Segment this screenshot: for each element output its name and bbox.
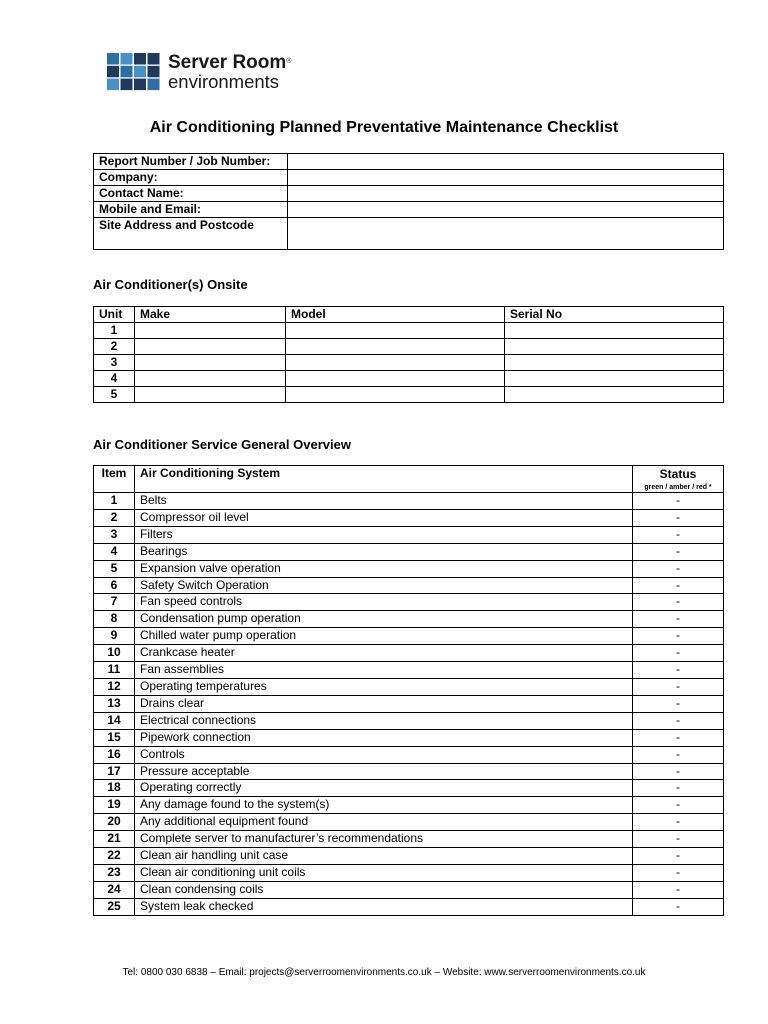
service-item-number: 15: [94, 729, 135, 746]
service-status-field[interactable]: -: [633, 780, 724, 797]
service-row: [94, 780, 724, 797]
service-status-field[interactable]: -: [633, 662, 724, 679]
service-item-description: Clean condensing coils: [135, 881, 633, 898]
status-label: Status: [659, 467, 697, 481]
service-status-field[interactable]: -: [633, 594, 724, 611]
service-row: [94, 645, 724, 662]
service-row: [94, 746, 724, 763]
service-item-description: Belts: [135, 493, 633, 510]
unit-model-field[interactable]: [286, 323, 505, 339]
units-col-header: Model: [286, 307, 505, 323]
service-row: [94, 594, 724, 611]
info-label: Mobile and Email:: [94, 202, 288, 218]
service-row: [94, 881, 724, 898]
page-title: Air Conditioning Planned Preventative Maintenance Checklist: [149, 119, 619, 136]
info-row: [94, 202, 724, 218]
info-label: Site Address and Postcode: [94, 218, 288, 250]
service-item-description: Fan speed controls: [135, 594, 633, 611]
service-status-field[interactable]: -: [633, 797, 724, 814]
service-row: [94, 814, 724, 831]
service-item-number: 5: [94, 560, 135, 577]
service-item-number: 10: [94, 645, 135, 662]
service-item-number: 1: [94, 493, 135, 510]
logo-square: [148, 53, 160, 65]
service-item-description: Any additional equipment found: [135, 814, 633, 831]
service-row: [94, 712, 724, 729]
service-item-description: Expansion valve operation: [135, 560, 633, 577]
onsite-heading: Air Conditioner(s) Onsite: [93, 277, 248, 292]
service-item-number: 18: [94, 780, 135, 797]
logo-grid-icon: [107, 53, 162, 91]
logo-square: [148, 79, 160, 91]
service-item-number: 9: [94, 628, 135, 645]
service-status-field[interactable]: -: [633, 848, 724, 865]
service-overview-table: [93, 465, 724, 916]
unit-serial-field[interactable]: [505, 323, 724, 339]
unit-number: 5: [94, 387, 135, 403]
logo-square: [107, 66, 119, 78]
service-item-number: 2: [94, 509, 135, 526]
service-item-description: Filters: [135, 526, 633, 543]
service-row: [94, 611, 724, 628]
logo-square: [107, 79, 119, 91]
service-row: [94, 493, 724, 510]
units-col-header: Serial No: [505, 307, 724, 323]
unit-serial-field[interactable]: [505, 387, 724, 403]
registered-mark: ®: [286, 58, 292, 65]
service-item-number: 4: [94, 543, 135, 560]
service-status-field[interactable]: -: [633, 526, 724, 543]
unit-make-field[interactable]: [135, 355, 286, 371]
logo-square: [121, 53, 133, 65]
service-row: [94, 898, 724, 915]
logo-square: [107, 53, 119, 65]
unit-number: 2: [94, 339, 135, 355]
service-status-field[interactable]: -: [633, 712, 724, 729]
service-row: [94, 543, 724, 560]
service-item-description: Complete server to manufacturer’s recommendations: [135, 831, 633, 848]
service-status-field[interactable]: -: [633, 763, 724, 780]
col-header-item: Item: [94, 466, 135, 493]
service-item-description: Safety Switch Operation: [135, 577, 633, 594]
unit-row: [94, 339, 724, 355]
service-row: [94, 577, 724, 594]
info-row: [94, 170, 724, 186]
info-label: Contact Name:: [94, 186, 288, 202]
service-row: [94, 509, 724, 526]
unit-serial-field[interactable]: [505, 355, 724, 371]
logo-square: [121, 79, 133, 91]
col-header-system: Air Conditioning System: [135, 466, 633, 493]
service-item-description: Controls: [135, 746, 633, 763]
info-value-field[interactable]: [288, 202, 724, 218]
service-item-description: Pressure acceptable: [135, 763, 633, 780]
unit-make-field[interactable]: [135, 371, 286, 387]
service-item-number: 16: [94, 746, 135, 763]
service-row: [94, 695, 724, 712]
unit-number: 1: [94, 323, 135, 339]
service-item-number: 3: [94, 526, 135, 543]
service-item-number: 24: [94, 881, 135, 898]
unit-serial-field[interactable]: [505, 371, 724, 387]
service-status-field[interactable]: -: [633, 746, 724, 763]
unit-row: [94, 371, 724, 387]
service-item-description: System leak checked: [135, 898, 633, 915]
logo-square: [121, 66, 133, 78]
info-value-field[interactable]: [288, 154, 724, 170]
unit-row: [94, 323, 724, 339]
logo-name-line2: environments: [168, 71, 280, 92]
service-status-field[interactable]: -: [633, 831, 724, 848]
service-item-description: Operating temperatures: [135, 678, 633, 695]
service-status-field[interactable]: -: [633, 729, 724, 746]
units-col-header: Make: [135, 307, 286, 323]
unit-make-field[interactable]: [135, 339, 286, 355]
info-value-field[interactable]: [288, 186, 724, 202]
service-row: [94, 831, 724, 848]
service-item-number: 14: [94, 712, 135, 729]
unit-row: [94, 387, 724, 403]
service-item-number: 8: [94, 611, 135, 628]
info-value-field[interactable]: [288, 170, 724, 186]
service-status-field[interactable]: -: [633, 577, 724, 594]
service-item-number: 6: [94, 577, 135, 594]
unit-make-field[interactable]: [135, 387, 286, 403]
status-legend: green / amber / red *: [644, 484, 712, 491]
service-row: [94, 526, 724, 543]
info-row: [94, 218, 724, 250]
service-row: [94, 797, 724, 814]
service-item-description: Any damage found to the system(s): [135, 797, 633, 814]
service-item-number: 23: [94, 864, 135, 881]
info-label: Company:: [94, 170, 288, 186]
info-row: [94, 186, 724, 202]
logo-square: [134, 66, 146, 78]
service-item-description: Clean air handling unit case: [135, 848, 633, 865]
service-item-description: Bearings: [135, 543, 633, 560]
unit-model-field[interactable]: [286, 371, 505, 387]
service-row: [94, 729, 724, 746]
service-item-number: 11: [94, 662, 135, 679]
service-status-field[interactable]: -: [633, 628, 724, 645]
service-item-number: 12: [94, 678, 135, 695]
service-status-field[interactable]: -: [633, 695, 724, 712]
service-item-description: Condensation pump operation: [135, 611, 633, 628]
service-item-number: 22: [94, 848, 135, 865]
service-status-field[interactable]: -: [633, 543, 724, 560]
units-table: [93, 306, 724, 403]
service-item-number: 13: [94, 695, 135, 712]
overview-heading: Air Conditioner Service General Overview: [93, 437, 351, 452]
service-item-number: 20: [94, 814, 135, 831]
service-item-description: Crankcase heater: [135, 645, 633, 662]
job-info-table: [93, 153, 724, 250]
unit-row: [94, 355, 724, 371]
footer-contact: Tel: 0800 030 6838 – Email: projects@serverroomenvironments.co.uk – Website: www.serverroomenvironments.co.uk: [122, 967, 646, 978]
service-item-description: Operating correctly: [135, 780, 633, 797]
unit-model-field[interactable]: [286, 387, 505, 403]
service-row: [94, 628, 724, 645]
service-item-number: 25: [94, 898, 135, 915]
info-row: [94, 154, 724, 170]
info-label: Report Number / Job Number:: [94, 154, 288, 170]
unit-model-field[interactable]: [286, 339, 505, 355]
unit-model-field[interactable]: [286, 355, 505, 371]
service-status-field[interactable]: -: [633, 560, 724, 577]
service-status-field[interactable]: -: [633, 881, 724, 898]
service-row: [94, 848, 724, 865]
service-item-number: 7: [94, 594, 135, 611]
service-item-description: Electrical connections: [135, 712, 633, 729]
logo-square: [148, 66, 160, 78]
service-item-description: Drains clear: [135, 695, 633, 712]
logo-square: [134, 53, 146, 65]
service-row: [94, 560, 724, 577]
service-row: [94, 678, 724, 695]
service-item-description: Chilled water pump operation: [135, 628, 633, 645]
service-status-field[interactable]: -: [633, 645, 724, 662]
service-status-field[interactable]: -: [633, 678, 724, 695]
logo-square: [134, 79, 146, 91]
service-item-number: 21: [94, 831, 135, 848]
service-status-field[interactable]: -: [633, 493, 724, 510]
service-row: [94, 763, 724, 780]
service-status-field[interactable]: -: [633, 864, 724, 881]
service-status-field[interactable]: -: [633, 898, 724, 915]
service-item-number: 17: [94, 763, 135, 780]
unit-make-field[interactable]: [135, 323, 286, 339]
unit-serial-field[interactable]: [505, 339, 724, 355]
service-row: [94, 662, 724, 679]
service-item-description: Fan assemblies: [135, 662, 633, 679]
unit-number: 4: [94, 371, 135, 387]
info-value-field[interactable]: [288, 218, 724, 250]
service-item-number: 19: [94, 797, 135, 814]
col-header-status: [633, 466, 724, 493]
service-item-description: Pipework connection: [135, 729, 633, 746]
service-item-description: Compressor oil level: [135, 509, 633, 526]
service-row: [94, 864, 724, 881]
service-item-description: Clean air conditioning unit coils: [135, 864, 633, 881]
service-status-field[interactable]: -: [633, 611, 724, 628]
units-col-header: Unit: [94, 307, 135, 323]
service-status-field[interactable]: -: [633, 509, 724, 526]
service-status-field[interactable]: -: [633, 814, 724, 831]
logo-name-line1: Server Room: [168, 52, 287, 73]
unit-number: 3: [94, 355, 135, 371]
